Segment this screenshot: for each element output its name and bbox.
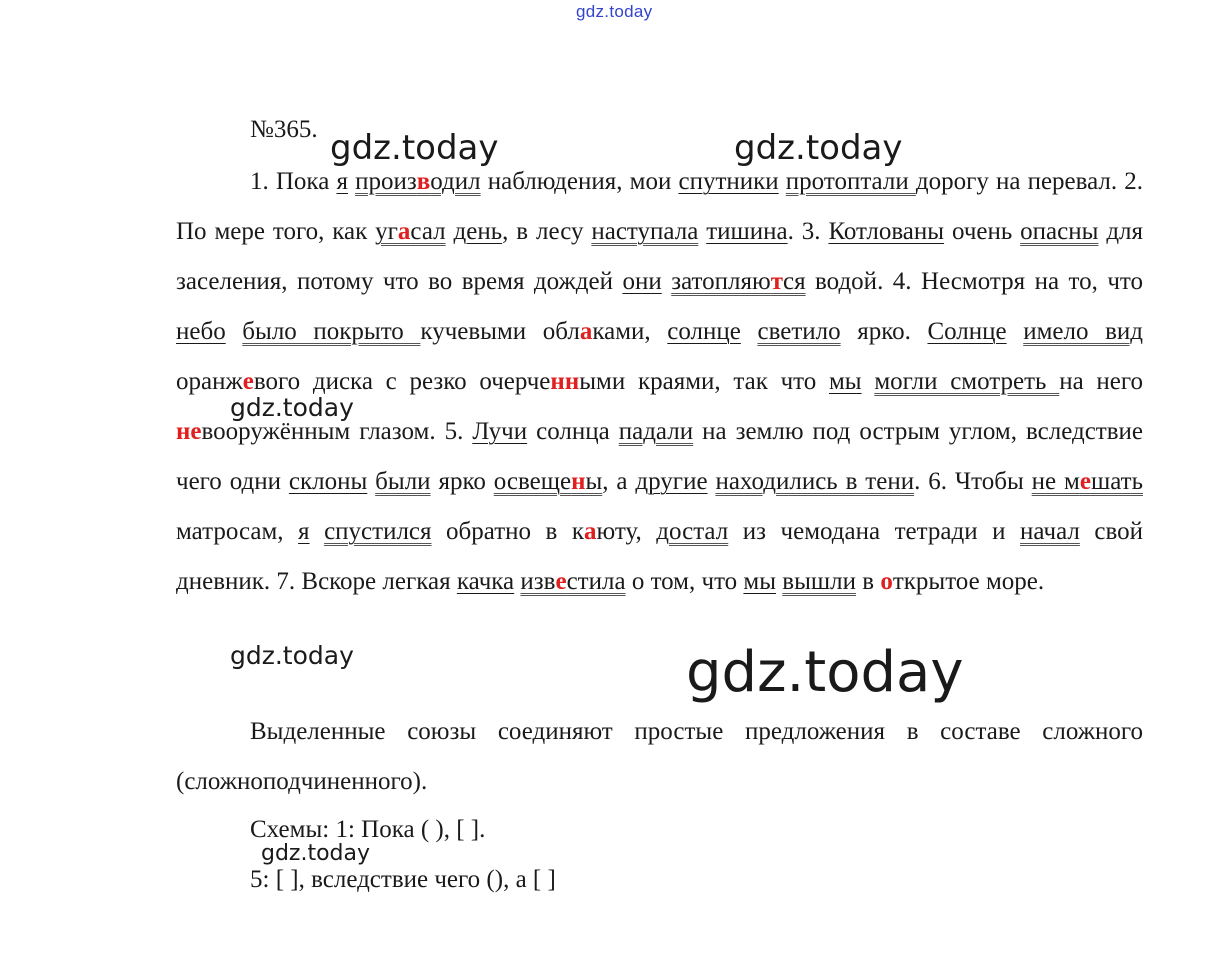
site-watermark-top: gdz.today <box>576 2 653 21</box>
watermark: gdz.today <box>261 841 371 866</box>
exercise-text: 1. Пока я производил наблюдения, мои спутники протоптали дорогу на перевал. 2. По мере того, как угасал день, в лесу наступала тишина. 3. Котлованы очень опасны для заселения, потому что во время дождей они затопляются водой. 4. Несмотря на то, что небо было покрыто кучевыми облаками, солнце светило ярко. Солнце имело вид оранжевого диска с резко очерченными краями, так что мы могли смотреть на него невооружённым глазом. 5. Лучи солнца падали на землю под острым углом, вследствие чего одни склоны были ярко освещены, а другие находились в тени. 6. Чтобы не мешать матросам, я спустился обратно в каюту, достал из чемодана тетради и начал свой дневник. 7. Вскоре легкая качка известила о том, что мы вышли в открытое море. <box>176 168 1144 595</box>
watermark: gdz.today <box>330 128 499 168</box>
scheme-line-1: Схемы: 1: Пока ( ), [ ]. <box>250 816 486 843</box>
scheme-line-2: 5: [ ], вследствие чего (), а [ ] <box>250 866 556 893</box>
task-number: №365. <box>250 116 318 143</box>
watermark: gdz.today <box>686 640 964 705</box>
conclusion-text: Выделенные союзы соединяют простые предложения в составе сложного (сложноподчиненного). <box>176 718 1143 795</box>
watermark: gdz.today <box>230 641 354 670</box>
watermark: gdz.today <box>230 393 354 422</box>
watermark: gdz.today <box>734 128 903 168</box>
